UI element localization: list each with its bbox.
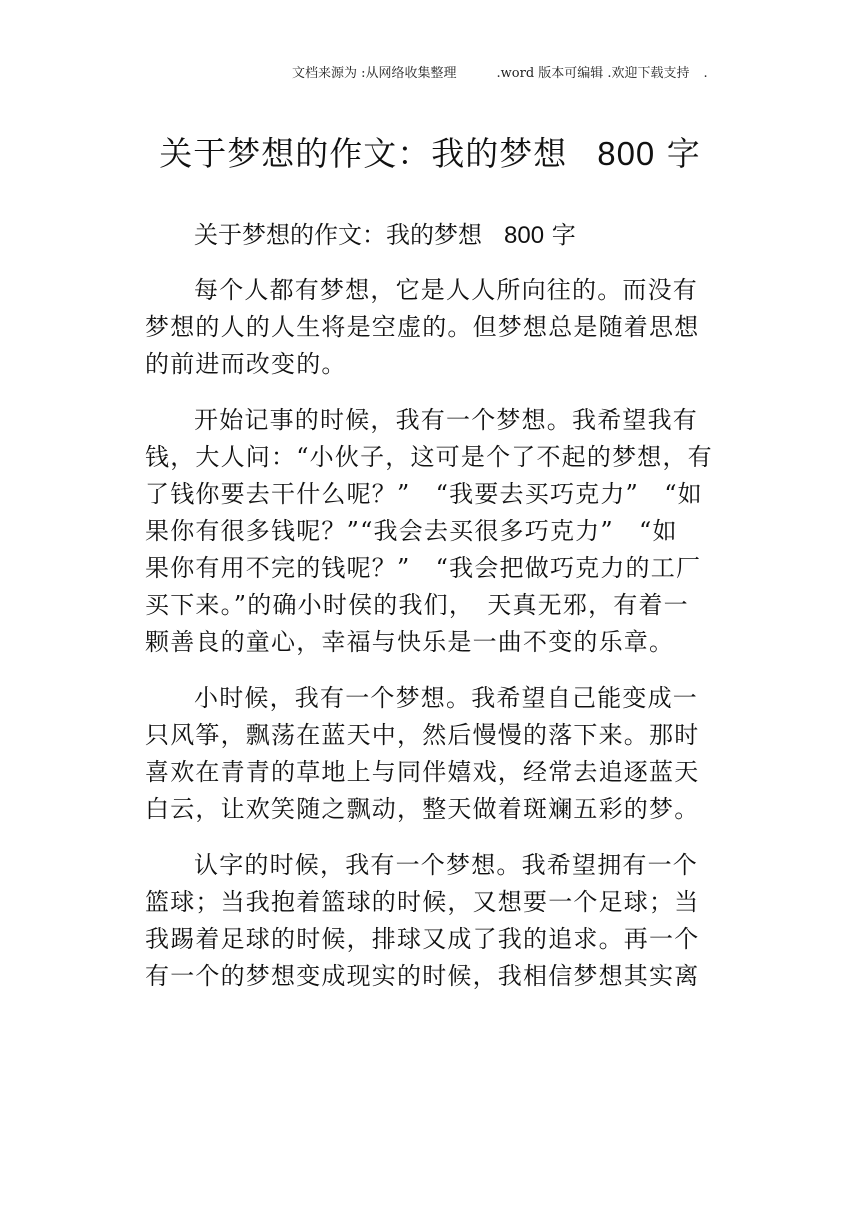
paragraph-line: 篮球；当我抱着篮球的时候，又想要一个足球；当	[145, 888, 700, 916]
article-body	[145, 272, 713, 1014]
paragraph-line: 梦想的人的人生将是空虚的。但梦想总是随着思想	[145, 313, 700, 341]
paragraph-line: 果你有用不完的钱呢？” “我会把做巧克力的工厂	[145, 554, 702, 582]
title-suffix: 字	[666, 134, 701, 174]
paragraph-line: 我踢着足球的时候，排球又成了我的追求。再一个	[145, 925, 700, 953]
header-note-source: 文档来源为 :从网络收集整理	[292, 66, 457, 81]
subtitle-text: 关于梦想的作文：我的梦想	[194, 221, 482, 249]
paragraph	[145, 402, 713, 661]
paragraph-line: 只风筝，飘荡在蓝天中，然后慢慢的落下来。那时	[145, 721, 700, 749]
paragraph-line: 白云，让欢笑随之飘动，整天做着斑斓五彩的梦。	[145, 795, 700, 823]
paragraph-line: 认字的时候，我有一个梦想。我希望拥有一个	[194, 851, 698, 879]
paragraph-line: 果你有很多钱呢？”“我会去买很多巧克力” “如	[145, 517, 678, 545]
page-title	[0, 128, 860, 175]
subtitle-number: 800	[504, 222, 545, 249]
paragraph	[145, 272, 705, 383]
paragraph-line: 钱，大人问：“小伙子，这可是个了不起的梦想，有	[145, 443, 713, 471]
article-subtitle	[194, 215, 576, 250]
paragraph-line: 开始记事的时候，我有一个梦想。我希望我有	[194, 406, 698, 434]
header-note	[292, 62, 708, 81]
paragraph-line: 买下来。”的确小时侯的我们， 天真无邪，有着一	[145, 591, 689, 619]
title-text: 关于梦想的作文：我的梦想	[159, 134, 568, 174]
paragraph-line: 小时候，我有一个梦想。我希望自己能变成一	[194, 684, 698, 712]
paragraph-line: 颗善良的童心，幸福与快乐是一曲不变的乐章。	[145, 628, 675, 656]
paragraph	[145, 847, 705, 995]
header-note-dot: .	[703, 66, 708, 81]
title-number: 800	[597, 135, 656, 173]
paragraph	[145, 680, 705, 828]
paragraph-line: 了钱你要去干什么呢？” “我要去买巧克力” “如	[145, 480, 703, 508]
paragraph-line: 喜欢在青青的草地上与同伴嬉戏，经常去追逐蓝天	[145, 758, 700, 786]
paragraph-line: 有一个的梦想变成现实的时候，我相信梦想其实离	[145, 962, 700, 990]
paragraph-line: 的前进而改变的。	[145, 350, 347, 378]
header-note-editable: .word 版本可编辑 .欢迎下载支持	[496, 66, 690, 81]
paragraph-line: 每个人都有梦想，它是人人所向往的。而没有	[194, 276, 698, 304]
subtitle-suffix: 字	[551, 221, 576, 249]
